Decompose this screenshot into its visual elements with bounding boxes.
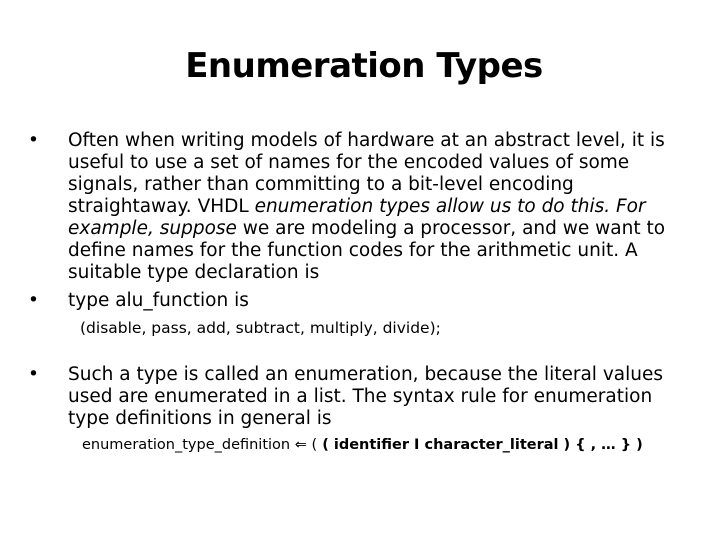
bullet-text-normal: Often when writing models of hardware at an abstract level, it is useful to use a set of names for the encoded values of some signals, rather than committing to a bit-level encoding straightaway. VHDL xyxy=(68,130,665,217)
bullet-text-italic: enumeration types allow us to do this. For example, suppose xyxy=(68,196,646,239)
slide-title: Enumeration Types xyxy=(185,46,543,86)
bullet-text: Such a type is called an enumeration, because the literal values used are enumerated in a list. The syntax rule for enumeration type definitions in general is xyxy=(68,364,663,429)
syntax-rule-bold: ( identifier I character_literal ) { , … } ) xyxy=(317,437,643,453)
bullet-marker: • xyxy=(28,290,39,311)
bullet-text-normal-2: we are modeling a processor, and we want to define names for the function codes for the arithmetic unit. A suitable type declaration is xyxy=(68,218,666,283)
bullet-text: type alu_function is xyxy=(68,290,249,311)
bullet-enumeration-intro xyxy=(28,130,698,284)
sub-item-syntax-rule xyxy=(82,435,643,455)
bullet-type-declaration xyxy=(28,290,698,312)
bullet-marker: • xyxy=(28,364,39,385)
bullet-marker: • xyxy=(28,130,39,151)
syntax-rule-prefix: enumeration_type_definition ⇐ ( xyxy=(82,437,318,453)
bullet-text xyxy=(68,130,698,284)
sub-item-literal-list: (disable, pass, add, subtract, multiply, divide); xyxy=(80,319,441,337)
bullet-enumeration-syntax xyxy=(28,364,698,430)
